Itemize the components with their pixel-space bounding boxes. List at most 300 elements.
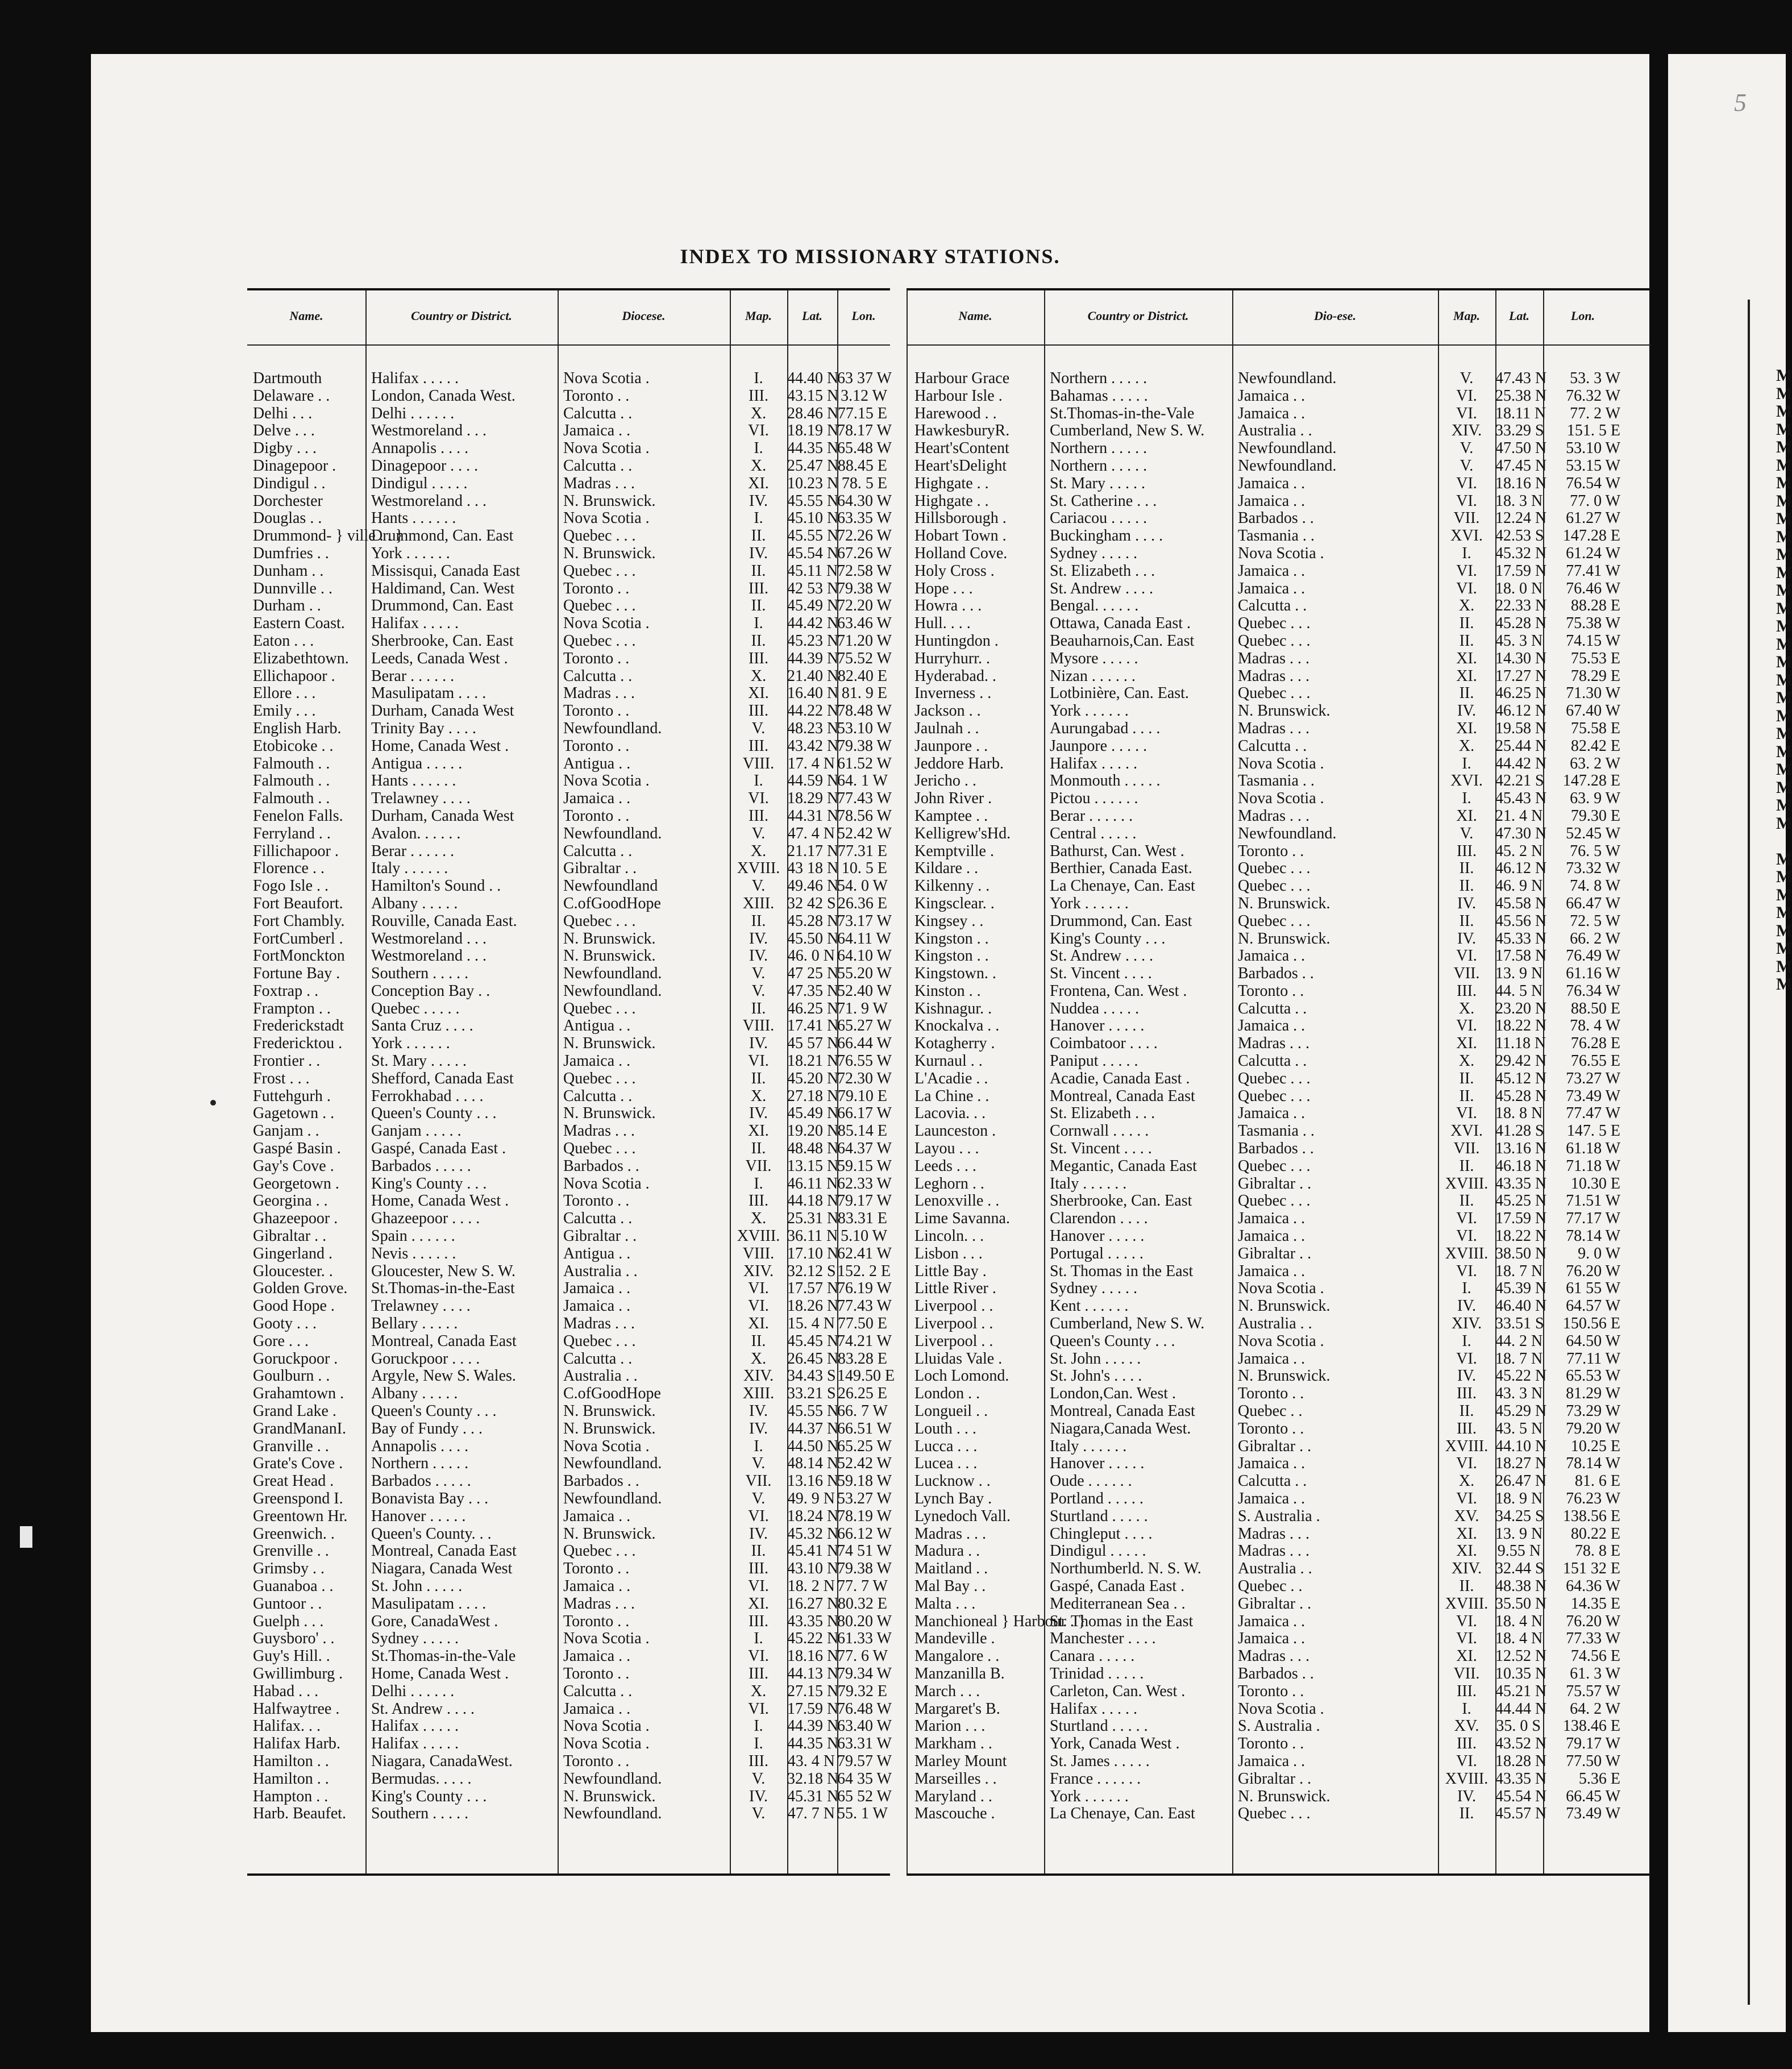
- country-district: Niagara,Canada West.: [1050, 1419, 1191, 1438]
- station-name: Hyderabad. .: [914, 667, 996, 685]
- diocese: Toronto . .: [563, 579, 630, 597]
- map-number: III.: [749, 387, 768, 405]
- latitude: 38.50 N: [1495, 1244, 1547, 1262]
- diocese: Quebec . . .: [1238, 1805, 1311, 1823]
- latitude: 45 57 N: [787, 1034, 839, 1053]
- header-diocese: Dio-ese.: [1314, 309, 1356, 323]
- longitude: 85.14 E: [837, 1122, 887, 1140]
- station-name: Markham . .: [914, 1735, 992, 1753]
- diocese: Gibraltar . .: [1238, 1594, 1312, 1613]
- latitude: 18. 7 N: [1495, 1262, 1543, 1280]
- latitude: 43. 5 N: [1495, 1419, 1543, 1438]
- map-number: VIII.: [742, 1244, 775, 1262]
- station-name: Granville . .: [253, 1437, 329, 1455]
- ink-spot: [210, 1100, 216, 1106]
- page-mark: 5: [1734, 89, 1747, 117]
- map-number: III.: [749, 579, 768, 597]
- table-row: [907, 1578, 1651, 1596]
- map-number: VII.: [1453, 965, 1480, 983]
- country-district: York . . . . . .: [371, 1034, 450, 1053]
- country-district: St. James . . . . .: [1050, 1752, 1150, 1770]
- country-district: Nizan . . . . . .: [1050, 667, 1136, 685]
- latitude: 46.25 N: [787, 999, 839, 1017]
- station-name: Greenwich. .: [253, 1524, 335, 1543]
- station-name: Kingsey . .: [914, 912, 984, 930]
- station-name: Gingerland .: [253, 1244, 332, 1262]
- table-row: [247, 895, 890, 913]
- country-district: Niagara, CanadaWest.: [371, 1752, 513, 1770]
- map-number: X.: [750, 404, 767, 422]
- table-row: [907, 475, 1651, 493]
- longitude: 73.29 W: [1566, 1402, 1620, 1420]
- left-table-body: [247, 369, 895, 1823]
- country-district: Westmoreland . . .: [371, 492, 487, 510]
- country-district: Bonavista Bay . . .: [371, 1490, 489, 1507]
- table-row: [907, 563, 1651, 580]
- latitude: 42.53 S: [1495, 527, 1544, 545]
- diocese: Nova Scotia .: [563, 1735, 650, 1753]
- station-name: Etobicoke . .: [253, 737, 334, 755]
- latitude: 18.27 N: [1495, 1455, 1547, 1473]
- latitude: 47.43 N: [1495, 369, 1547, 387]
- station-name: Falmouth . .: [253, 754, 330, 772]
- latitude: 46.18 N: [1495, 1157, 1547, 1175]
- station-name: Kingston . .: [914, 929, 989, 948]
- diocese: N. Brunswick.: [563, 492, 656, 510]
- map-number: XVI.: [1450, 527, 1483, 545]
- latitude: 18. 0 N: [1495, 579, 1543, 597]
- map-number: XV.: [1454, 1507, 1479, 1525]
- longitude: 88.50 E: [1570, 999, 1620, 1017]
- longitude: 76.46 W: [1566, 579, 1620, 597]
- diocese: Toronto . .: [1238, 982, 1304, 1000]
- longitude: 61 55 W: [1566, 1279, 1620, 1298]
- table-row: [907, 965, 1651, 983]
- diocese: N. Brunswick.: [563, 947, 656, 965]
- station-name: Liverpool . .: [914, 1297, 993, 1315]
- station-name: Jaunpore . .: [914, 737, 988, 755]
- country-district: Niagara, Canada West: [371, 1560, 513, 1578]
- station-name: Jericho . .: [914, 772, 976, 790]
- diocese: Toronto . .: [1238, 1735, 1304, 1753]
- diocese: Nova Scotia .: [1238, 1700, 1324, 1718]
- table-row: [247, 405, 890, 423]
- map-number: VI.: [748, 1647, 769, 1665]
- station-name: Gibraltar . .: [253, 1227, 327, 1245]
- longitude: 76.19 W: [837, 1279, 892, 1298]
- header-name: Name.: [289, 309, 323, 323]
- longitude: 149.50 E: [837, 1367, 895, 1385]
- country-district: Santa Cruz . . . .: [371, 1017, 473, 1035]
- latitude: 44.35 N: [787, 1735, 839, 1753]
- map-number: I.: [1462, 1700, 1471, 1718]
- latitude: 12.52 N: [1495, 1647, 1547, 1665]
- longitude: 77.43 W: [837, 1297, 892, 1315]
- station-name: Little River .: [914, 1279, 996, 1298]
- table-row: [907, 878, 1651, 895]
- station-name: Mangalore . .: [914, 1647, 1000, 1665]
- map-number: VI.: [748, 1577, 769, 1595]
- map-number: V.: [751, 965, 766, 983]
- latitude: 13.15 N: [787, 1157, 839, 1175]
- country-district: Bahamas . . . . .: [1050, 387, 1148, 405]
- table-row: [907, 843, 1651, 861]
- table-row: [247, 475, 890, 493]
- latitude: 45.50 N: [787, 929, 839, 948]
- latitude: 18.26 N: [787, 1297, 839, 1315]
- table-row: [907, 493, 1651, 510]
- map-number: II.: [1459, 1157, 1474, 1175]
- table-row: [907, 597, 1651, 615]
- table-row: [247, 563, 890, 580]
- longitude: 80.20 W: [837, 1612, 892, 1630]
- table-row: [907, 1228, 1651, 1245]
- diocese: Toronto . .: [563, 387, 630, 405]
- station-name: Launceston .: [914, 1122, 996, 1140]
- table-row: [907, 1245, 1651, 1263]
- table-row: [247, 1718, 890, 1735]
- map-number: II.: [1459, 1069, 1474, 1087]
- table-row: [247, 440, 890, 458]
- longitude: 64. 2 W: [1570, 1700, 1620, 1718]
- station-name: Kinston . .: [914, 982, 981, 1000]
- diocese: Jamaica . .: [1238, 404, 1305, 422]
- latitude: 25.47 N: [787, 456, 839, 475]
- latitude: 46.25 N: [1495, 684, 1547, 703]
- longitude: 77.15 E: [837, 404, 887, 422]
- country-district: St. Thomas in the East: [1050, 1612, 1194, 1630]
- table-row: [247, 1753, 890, 1771]
- station-name: Harewood . .: [914, 404, 997, 422]
- table-row: [247, 1245, 890, 1263]
- country-district: Sydney . . . . .: [371, 1630, 459, 1648]
- map-number: X.: [750, 1210, 767, 1228]
- table-row: [907, 808, 1651, 825]
- diocese: Nova Scotia .: [563, 1437, 650, 1455]
- table-row: [907, 440, 1651, 458]
- map-number: I.: [1462, 790, 1471, 808]
- map-number: III.: [1457, 842, 1477, 860]
- diocese: Toronto . .: [563, 649, 630, 667]
- map-number: VI.: [748, 1507, 769, 1525]
- diocese: Barbados . .: [1238, 1140, 1314, 1158]
- longitude: 78.14 W: [1566, 1227, 1620, 1245]
- longitude: 63. 2 W: [1570, 754, 1620, 772]
- station-name: Knockalva . .: [914, 1017, 1000, 1035]
- longitude: 62.41 W: [837, 1244, 892, 1262]
- diocese: Quebec . . .: [1238, 631, 1311, 650]
- longitude: 147.28 E: [1562, 527, 1620, 545]
- country-district: Carleton, Can. West .: [1050, 1682, 1186, 1700]
- map-number: IV.: [749, 492, 768, 510]
- station-name: Hillsborough .: [914, 509, 1007, 527]
- country-district: St. Andrew . . . .: [1050, 579, 1153, 597]
- diocese: Madras . . .: [1238, 719, 1309, 737]
- table-row: [907, 1701, 1651, 1718]
- station-name: Lime Savanna.: [914, 1210, 1010, 1228]
- country-district: Bengal. . . . . .: [1050, 597, 1139, 615]
- header-diocese: Diocese.: [622, 309, 666, 323]
- map-number: IV.: [1457, 1297, 1476, 1315]
- diocese: Newfoundland.: [563, 1455, 662, 1473]
- longitude: 5.36 E: [1578, 1769, 1620, 1788]
- latitude: 10.35 N: [1495, 1664, 1547, 1682]
- diocese: Nova Scotia .: [563, 369, 650, 387]
- station-name: Jaulnah . .: [914, 719, 979, 737]
- longitude: 63.46 W: [837, 614, 892, 633]
- country-district: Barbados . . . . .: [371, 1472, 471, 1490]
- map-number: XVIII.: [737, 859, 780, 878]
- latitude: 43.52 N: [1495, 1735, 1547, 1753]
- longitude: 59.18 W: [837, 1472, 892, 1490]
- diocese: Australia . .: [563, 1262, 638, 1280]
- diocese: Jamaica . .: [1238, 1455, 1305, 1473]
- station-name: John River .: [914, 790, 992, 808]
- country-district: Ganjam . . . . .: [371, 1122, 461, 1140]
- station-name: Marley Mount: [914, 1752, 1007, 1770]
- station-name: Fort Chambly.: [253, 912, 345, 930]
- map-number: VI.: [1456, 1017, 1477, 1035]
- latitude: 46.12 N: [1495, 859, 1547, 878]
- country-district: Annapolis . . . .: [371, 439, 469, 458]
- diocese: Jamaica . .: [1238, 562, 1305, 580]
- latitude: 43. 4 N: [787, 1752, 835, 1770]
- diocese: Jamaica . .: [563, 1279, 631, 1298]
- table-row: [907, 1526, 1651, 1543]
- longitude: 65.48 W: [837, 439, 892, 458]
- map-number: I.: [754, 369, 763, 387]
- table-row: [907, 527, 1651, 545]
- map-number: VI.: [748, 790, 769, 808]
- map-number: IV.: [1457, 894, 1476, 912]
- longitude: 138.56 E: [1562, 1507, 1620, 1525]
- latitude: 48.48 N: [787, 1140, 839, 1158]
- latitude: 46.40 N: [1495, 1297, 1547, 1315]
- longitude: 80.22 E: [1570, 1524, 1620, 1543]
- table-row: [907, 738, 1651, 755]
- latitude: 44.13 N: [787, 1664, 839, 1682]
- latitude: 45.49 N: [787, 597, 839, 615]
- table-row: [247, 1508, 890, 1526]
- map-number: II.: [751, 1069, 766, 1087]
- table-row: [907, 1053, 1651, 1070]
- longitude: 74.15 W: [1566, 631, 1620, 650]
- table-row: [247, 1175, 890, 1193]
- table-row: [907, 685, 1651, 703]
- latitude: 12.24 N: [1495, 509, 1547, 527]
- latitude: 44.39 N: [787, 649, 839, 667]
- diocese: Jamaica . .: [1238, 947, 1305, 965]
- country-district: Berar . . . . . .: [1050, 807, 1133, 825]
- station-name: HawkesburyR.: [914, 422, 1010, 440]
- table-row: [907, 650, 1651, 668]
- latitude: 26.45 N: [787, 1349, 839, 1368]
- country-district: Italy . . . . . .: [1050, 1437, 1127, 1455]
- country-district: St. Vincent . . . .: [1050, 965, 1152, 983]
- map-number: IV.: [1457, 1367, 1476, 1385]
- diocese: Jamaica . .: [1238, 1017, 1305, 1035]
- latitude: 16.27 N: [787, 1594, 839, 1613]
- longitude: 76.34 W: [1566, 982, 1620, 1000]
- latitude: 36.11 N: [787, 1227, 838, 1245]
- country-district: London,Can. West .: [1050, 1385, 1176, 1403]
- latitude: 43.35 N: [1495, 1769, 1547, 1788]
- longitude: 61.24 W: [1566, 544, 1620, 562]
- diocese: Toronto . .: [563, 1192, 630, 1210]
- diocese: Nova Scotia .: [563, 509, 650, 527]
- map-number: II.: [1459, 912, 1474, 930]
- map-number: III.: [749, 1612, 768, 1630]
- diocese: Jamaica . .: [563, 790, 631, 808]
- station-name: Highgate . .: [914, 474, 989, 492]
- latitude: 45.10 N: [787, 509, 839, 527]
- map-number: I.: [754, 439, 763, 458]
- map-number: XI.: [1456, 1034, 1477, 1053]
- diocese: Jamaica . .: [1238, 1349, 1305, 1368]
- header-map: Map.: [745, 309, 772, 323]
- table-row: [247, 388, 890, 405]
- diocese: Australia . .: [563, 1367, 638, 1385]
- latitude: 45.28 N: [1495, 1087, 1547, 1105]
- map-number: VII.: [1453, 1140, 1480, 1158]
- map-number: X.: [750, 1682, 767, 1700]
- country-district: King's County . . .: [1050, 929, 1166, 948]
- station-name: Liverpool . .: [914, 1315, 993, 1333]
- map-number: II.: [751, 631, 766, 650]
- country-district: York . . . . . .: [371, 544, 450, 562]
- table-row: [907, 1193, 1651, 1210]
- map-number: XV.: [1454, 1717, 1479, 1735]
- diocese: Madras . . .: [1238, 667, 1309, 685]
- latitude: 45.57 N: [1495, 1805, 1547, 1823]
- country-district: Argyle, New S. Wales.: [371, 1367, 516, 1385]
- map-number: VI.: [1456, 404, 1477, 422]
- longitude: 77.11 W: [1566, 1349, 1620, 1368]
- table-row: [247, 1228, 890, 1245]
- country-district: Durham, Canada West: [371, 807, 514, 825]
- station-name: Jackson . .: [914, 702, 981, 720]
- country-district: Coimbatoor . . . .: [1050, 1034, 1158, 1053]
- country-district: Halifax . . . . .: [371, 614, 459, 633]
- diocese: N. Brunswick.: [1238, 1787, 1331, 1805]
- table-row: [247, 825, 890, 843]
- longitude: 14.35 E: [1570, 1594, 1620, 1613]
- country-district: Nevis . . . . . .: [371, 1244, 456, 1262]
- diocese: Australia . .: [1238, 1560, 1312, 1578]
- diocese: Jamaica . .: [563, 1647, 631, 1665]
- table-row: [907, 1508, 1651, 1526]
- latitude: 34.25 S: [1495, 1507, 1544, 1525]
- station-name: Fredericktou .: [253, 1034, 343, 1053]
- country-district: Halifax . . . . .: [1050, 754, 1137, 772]
- table-row: [247, 1543, 890, 1560]
- longitude: 64.10 W: [837, 947, 892, 965]
- station-name: Gagetown . .: [253, 1104, 335, 1123]
- table-row: [907, 1771, 1651, 1788]
- longitude: 62.33 W: [837, 1174, 892, 1193]
- diocese: C.ofGoodHope: [563, 894, 661, 912]
- latitude: 14.30 N: [1495, 649, 1547, 667]
- diocese: Jamaica . .: [1238, 387, 1305, 405]
- latitude: 34.43 S: [787, 1367, 836, 1385]
- latitude: 45.12 N: [1495, 1069, 1547, 1087]
- latitude: 43.35 N: [1495, 1174, 1547, 1193]
- longitude: 52.45 W: [1566, 824, 1620, 842]
- station-name: Guanaboa . .: [253, 1577, 334, 1595]
- station-name: Georgina . .: [253, 1192, 328, 1210]
- country-district: Dinagepoor . . . .: [371, 456, 479, 475]
- map-number: I.: [754, 1717, 763, 1735]
- country-district: Hamilton's Sound . .: [371, 877, 501, 895]
- longitude: 77. 2 W: [1570, 404, 1620, 422]
- station-name: Kemptville .: [914, 842, 994, 860]
- map-number: XVIII.: [737, 1227, 780, 1245]
- latitude: 45.22 N: [787, 1630, 839, 1648]
- table-row: [247, 738, 890, 755]
- longitude: 10. 5 E: [841, 859, 887, 878]
- map-number: VI.: [1456, 387, 1477, 405]
- map-number: II.: [1459, 1087, 1474, 1105]
- country-district: Bay of Fundy . . .: [371, 1419, 483, 1438]
- longitude: 65.53 W: [1566, 1367, 1620, 1385]
- diocese: Gibraltar . .: [563, 1227, 637, 1245]
- diocese: N. Brunswick.: [563, 1524, 656, 1543]
- longitude: 9. 0 W: [1578, 1244, 1620, 1262]
- latitude: 13. 9 N: [1495, 965, 1543, 983]
- longitude: 88.28 E: [1570, 597, 1620, 615]
- station-name: Huntingdon .: [914, 631, 999, 650]
- diocese: Quebec . . .: [563, 999, 636, 1017]
- diocese: N. Brunswick.: [1238, 702, 1331, 720]
- map-number: II.: [751, 999, 766, 1017]
- country-district: St. Mary . . . . .: [1050, 474, 1145, 492]
- map-number: III.: [749, 1192, 768, 1210]
- station-name: Hampton . .: [253, 1787, 329, 1805]
- latitude: 33.51 S: [1495, 1315, 1544, 1333]
- longitude: 67.40 W: [1566, 702, 1620, 720]
- table-row: [247, 860, 890, 878]
- diocese: Antigua . .: [563, 1017, 631, 1035]
- latitude: 44. 5 N: [1495, 982, 1543, 1000]
- longitude: 72.58 W: [837, 562, 892, 580]
- country-district: Antigua . . . . .: [371, 754, 463, 772]
- country-district: Quebec . . . . .: [371, 999, 460, 1017]
- country-district: Conception Bay . .: [371, 982, 490, 1000]
- longitude: 78.17 W: [837, 422, 892, 440]
- station-name: English Harb.: [253, 719, 342, 737]
- longitude: 77.33 W: [1566, 1630, 1620, 1648]
- map-number: IV.: [749, 1402, 768, 1420]
- station-name: March . . .: [914, 1682, 980, 1700]
- diocese: Madras . . .: [1238, 1542, 1309, 1560]
- diocese: Tasmania . .: [1238, 1122, 1315, 1140]
- diocese: Quebec . . .: [1238, 684, 1311, 703]
- station-name: Greentown Hr.: [253, 1507, 348, 1525]
- station-name: Hamilton . .: [253, 1752, 329, 1770]
- country-district: Montreal, Canada East: [1050, 1087, 1195, 1105]
- longitude: 63.31 W: [837, 1735, 892, 1753]
- station-name: Falmouth . .: [253, 772, 330, 790]
- longitude: 73.49 W: [1566, 1087, 1620, 1105]
- table-row: [907, 458, 1651, 475]
- latitude: 45.49 N: [787, 1104, 839, 1123]
- longitude: 77. 0 W: [1570, 492, 1620, 510]
- country-district: Home, Canada West .: [371, 1664, 509, 1682]
- country-district: Gaspé, Canada East .: [1050, 1577, 1185, 1595]
- table-row: [907, 1385, 1651, 1403]
- map-number: IV.: [749, 1104, 768, 1123]
- latitude: 18.28 N: [1495, 1752, 1547, 1770]
